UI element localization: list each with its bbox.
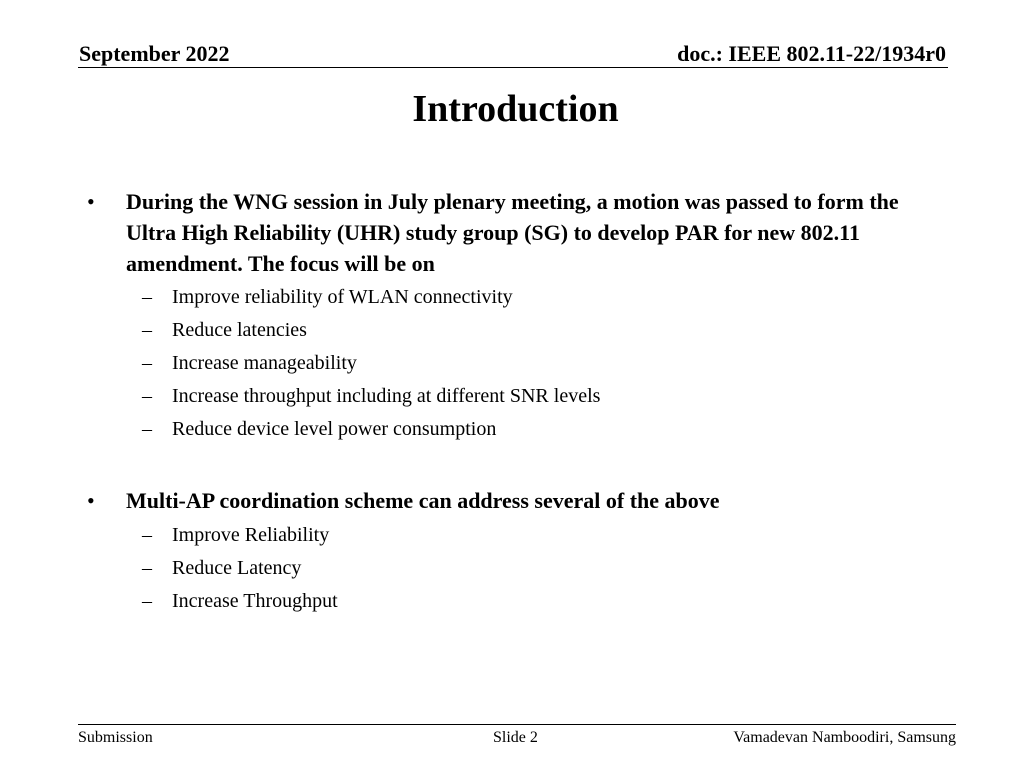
dash-icon: –: [142, 524, 152, 546]
sub-item-text: Reduce device level power consumption: [172, 418, 497, 440]
sub-item: [142, 317, 932, 343]
sub-item-text: Reduce latencies: [172, 319, 307, 341]
footer-slide-number: Slide 2: [493, 729, 538, 746]
sub-item: [142, 522, 932, 548]
dash-icon: –: [142, 385, 152, 407]
slide-title: Introduction: [412, 88, 619, 130]
sub-item: [142, 284, 932, 310]
bullet-item: [87, 186, 946, 279]
dash-icon: –: [142, 319, 152, 341]
sub-item-text: Improve reliability of WLAN connectivity: [172, 286, 513, 308]
footer-submission: Submission: [78, 729, 153, 746]
header-date: September 2022: [79, 41, 230, 66]
dash-icon: –: [142, 590, 152, 612]
footer-author: Vamadevan Namboodiri, Samsung: [733, 729, 956, 746]
sub-item: [142, 555, 932, 581]
sub-item: [142, 416, 932, 442]
header-doc-id: doc.: IEEE 802.11-22/1934r0: [677, 41, 946, 66]
sub-item-text: Improve Reliability: [172, 524, 330, 546]
sub-item: [142, 383, 932, 409]
sub-item: [142, 588, 932, 614]
bullet-icon: •: [87, 488, 95, 513]
bullet-item: [87, 485, 946, 516]
footer-divider: [78, 724, 956, 725]
dash-icon: –: [142, 286, 152, 308]
dash-icon: –: [142, 418, 152, 440]
sub-item-text: Increase manageability: [172, 352, 357, 374]
dash-icon: –: [142, 352, 152, 374]
sub-item-text: Increase throughput including at different SNR levels: [172, 385, 601, 407]
bullet-text: Multi-AP coordination scheme can address several of the above: [126, 488, 720, 513]
sub-item-text: Reduce Latency: [172, 557, 302, 579]
dash-icon: –: [142, 557, 152, 579]
bullet-icon: •: [87, 189, 95, 214]
sub-item: [142, 350, 932, 376]
sub-item-text: Increase Throughput: [172, 590, 338, 612]
header-divider: [78, 67, 948, 68]
bullet-text: During the WNG session in July plenary meeting, a motion was passed to form the Ultra High Reliability (UHR) study group (SG) to develop PAR for new 802.11 amendment. The focus will be on: [126, 189, 899, 276]
